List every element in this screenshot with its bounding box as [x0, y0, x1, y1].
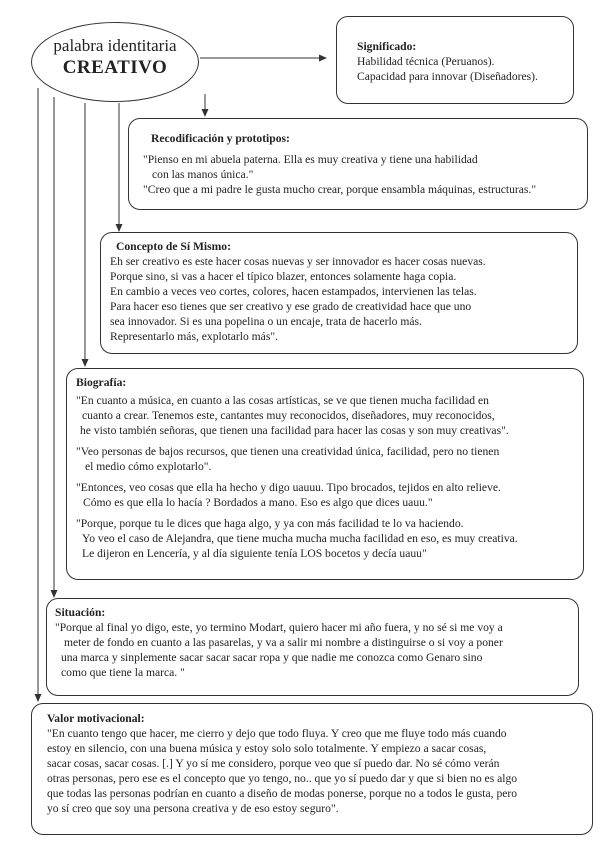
situacion-line: una marca y sinplemente sacar sacar sacar ropa y que nadie me conozca como Genaro sino	[61, 651, 483, 664]
biografia-line: "Veo personas de bajos recursos, que tienen una creatividad única, facilidad, pero no tienen	[76, 445, 500, 458]
recodificacion-line: "Creo que a mi padre le gusta mucho crear, porque ensambla máquinas, estructuras."	[143, 183, 537, 196]
biografia-line: cuanto a crear. Tenemos este, cantantes muy reconocidos, diseñadores, muy reconocidos,	[82, 409, 495, 422]
biografia-line: he visto también señoras, que tienen una facilidad para hacer las cosas y son muy creativas".	[80, 424, 509, 437]
valor-line: sacar cosas, sacar cosas. [.] Y yo sí me considero, porque veo que sí puedo dar. No sé cómo verán	[47, 757, 500, 770]
valor-line: que todas las personas podrían en cuanto a diseño de modas ponerse, porque no a todos le gusta, pero	[47, 787, 518, 800]
concepto-box	[100, 232, 578, 354]
biografia-line: "En cuanto a música, en cuanto a las cosas artísticas, se ve que tienen mucha facilidad en	[76, 394, 489, 407]
root-keyword: CREATIVO	[62, 57, 168, 78]
biografia-line: el medio cómo explotarlo".	[85, 460, 212, 473]
concepto-line: Eh ser creativo es este hacer cosas nuevas y ser innovador es hacer cosas nuevas.	[110, 255, 486, 268]
concepto-line: sea innovador. Si es una popelina o un encaje, trata de hacerlo más.	[110, 315, 422, 328]
significado-line: Capacidad para innovar (Diseñadores).	[357, 70, 538, 83]
valor-line: estoy en silencio, con una buena música y estoy solo solo totalmente. Y empiezo a sacar cosas,	[47, 742, 487, 755]
concepto-line: Para hacer eso tienes que ser creativo y ese grado de creatividad hace que uno	[110, 300, 472, 313]
significado-box	[336, 16, 574, 104]
situacion-box	[46, 598, 579, 696]
valor-line: "En cuanto tengo que hacer, me cierro y dejo que todo fluya. Y creo que me fluye todo más cuando	[47, 727, 507, 740]
root-label: palabra identitaria	[53, 36, 177, 55]
recodificacion-title: Recodificación y prototipos:	[151, 132, 290, 145]
situacion-line: "Porque al final yo digo, este, yo termino Modart, quiero hacer mi año fuera, y no sé si me voy a	[55, 621, 503, 634]
concepto-line: En cambio a veces veo cortes, colores, hacen estampados, intervienen las telas.	[110, 285, 477, 298]
concepto-title: Concepto de Sí Mismo:	[116, 240, 231, 253]
valor-line: otras personas, pero ese es el concepto que yo tengo, no.. que yo sí puedo dar y que si bien no es algo	[47, 772, 518, 785]
situacion-title: Situación:	[55, 606, 106, 619]
biografia-line: Le dijeron en Lencería, y al día siguiente tenía LOS bocetos y decía uauu"	[82, 547, 427, 560]
biografia-line: "Porque, porque tu le dices que haga algo, y ya con más facilidad te lo va haciendo.	[76, 517, 464, 530]
concepto-line: Porque sino, si vas a hacer el típico blazer, entonces solamente haga copia.	[110, 270, 457, 283]
situacion-line: como que tiene la marca. "	[61, 666, 185, 679]
recodificacion-line: "Pienso en mi abuela paterna. Ella es muy creativa y tiene una habilidad	[143, 153, 478, 166]
recodificacion-box	[128, 118, 588, 210]
significado-line: Habilidad técnica (Peruanos).	[357, 55, 495, 68]
biografia-line: Yo veo el caso de Alejandra, que tiene mucha mucha mucha facilidad en eso, es muy creativa.	[82, 532, 518, 545]
root-node-creativo	[31, 22, 199, 102]
situacion-line: meter de fondo en cuanto a las pasarelas, y va a salir mi nombre a distinguirse o si voy a poner	[64, 636, 503, 649]
valor-line: yo sí creo que soy una persona creativa y de eso estoy seguro".	[47, 802, 339, 815]
concepto-line: Representarlo más, explotarlo más".	[110, 330, 278, 343]
biografia-title: Biografía:	[76, 376, 127, 389]
significado-title: Significado:	[357, 40, 417, 53]
biografia-line: Cómo es que ella lo hacía ? Bordados a mano. Eso es algo que dices uauu."	[83, 496, 433, 509]
valor-title: Valor motivacional:	[47, 712, 145, 725]
biografia-box	[66, 368, 584, 580]
valor-box	[31, 703, 593, 835]
biografia-line: "Entonces, veo cosas que ella ha hecho y digo uauuu. Tipo brocados, tejidos en alto relieve.	[76, 481, 501, 494]
recodificacion-line: con las manos única."	[152, 168, 254, 181]
